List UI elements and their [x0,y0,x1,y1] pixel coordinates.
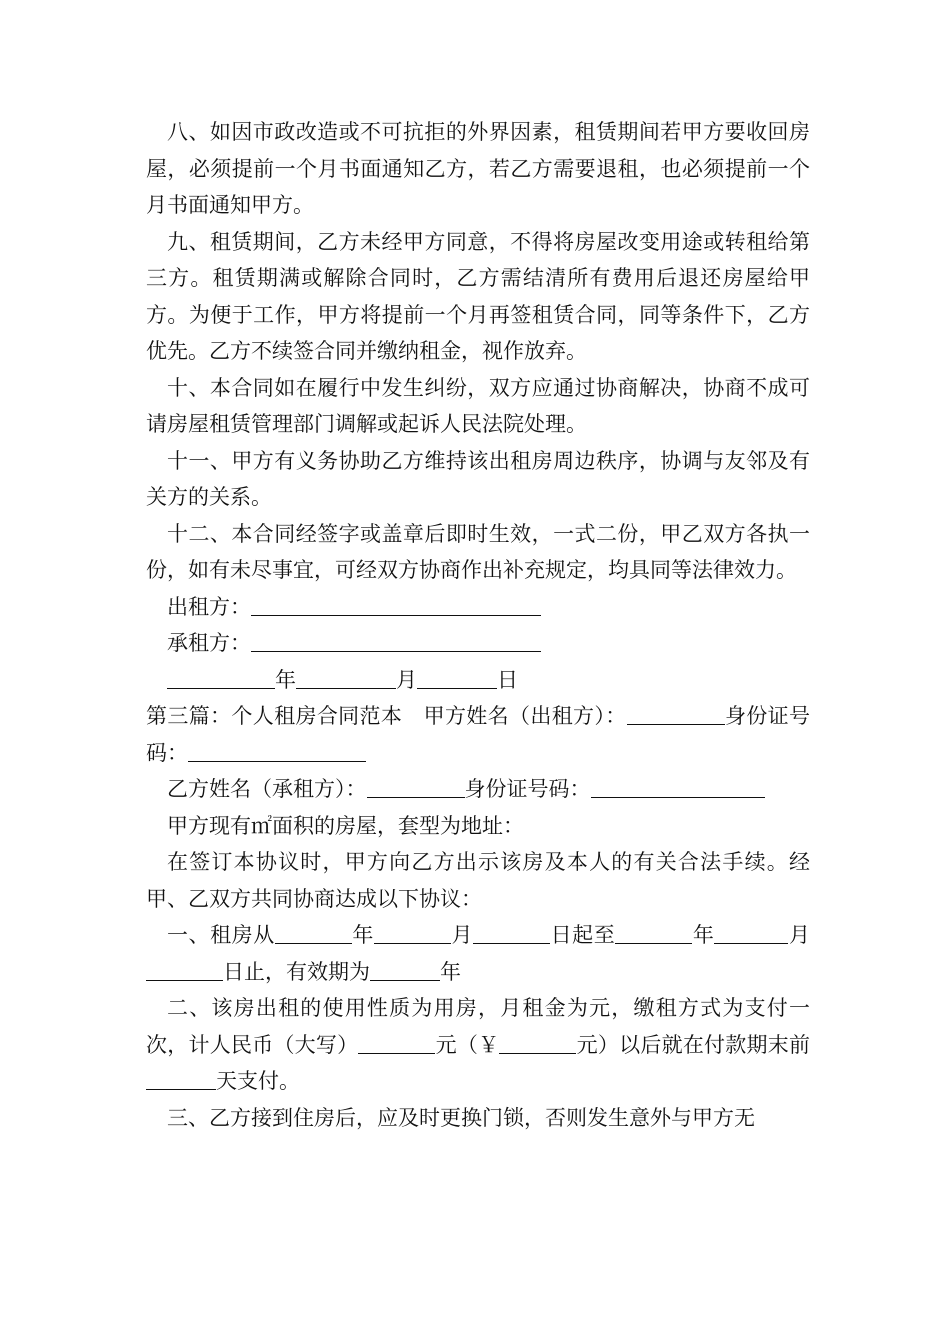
party-b-line [146,771,810,808]
rent-yuan-text: 元（￥ [435,1032,500,1057]
month-label: 月 [396,667,417,692]
from-month-blank [374,923,451,944]
day-label: 日 [497,667,518,692]
validity-years-blank [370,960,440,981]
from-year-blank [275,923,352,944]
part3-party-a-line [146,698,810,771]
clause-1-term [146,917,810,990]
lessee-label: 承租方： [167,631,251,655]
rent-start-text: 二、该房出租的使用性质为用房，月租金为元，缴租方式为支付一次，计人民币（大写） [146,996,810,1057]
party-a-id-label: 身份证号码： [146,704,811,765]
house-line: 甲方现有㎡面积的房屋，套型为地址： [167,813,524,838]
year-blank [167,668,275,689]
document-body [146,114,810,1136]
clause-2-rent [146,990,810,1100]
party-a-id-blank [188,741,366,762]
to-day-blank [146,960,223,981]
lessor-label: 出租方： [167,594,251,619]
clause-12: 十二、本合同经签字或盖章后即时生效，一式二份，甲乙双方各执一份，如有未尽事宜，可经双方协商作出补充规定，均具同等法律效力。 [146,521,810,582]
rent-end-text: 天支付。 [216,1069,300,1093]
year-label: 年 [275,667,296,692]
to-year-label: 年 [692,923,715,947]
from-month-label: 月 [450,923,474,947]
rent-mid-text: 元）以后就在付款期末前 [576,1032,811,1057]
lessor-blank [251,595,541,616]
party-b-id-label: 身份证号码： [464,777,591,801]
to-year-blank [615,923,692,944]
lessee-blank [251,631,541,652]
rent-days-blank [146,1069,216,1090]
day-blank [417,668,497,689]
party-a-label: 甲方姓名（出租方）： [423,704,627,728]
lessor-signature-line [146,589,810,626]
signing-line: 在签订本协议时，甲方向乙方出示该房及本人的有关合法手续。经甲、乙双方共同协商达成以下协议： [146,850,810,911]
part3-heading: 第三篇：个人租房合同范本 [146,704,403,728]
clause-11: 十一、甲方有义务协助乙方维持该出租房周边秩序，协调与友邻及有关方的关系。 [146,448,810,509]
clause-8: 八、如因市政改造或不可抗拒的外界因素，租赁期间若甲方要收回房屋，必须提前一个月书面通知乙方，若乙方需要退租，也必须提前一个月书面通知甲方。 [146,120,810,217]
rent-amount-number-blank [499,1033,576,1054]
party-b-label: 乙方姓名（承租方）： [167,777,367,801]
term-start-text: 一、租房从 [167,923,275,947]
signature-date-line [146,662,810,699]
validity-year-label: 年 [440,959,461,984]
party-b-id-blank [591,777,765,798]
clause-9: 九、租赁期间，乙方未经甲方同意，不得将房屋改变用途或转租给第三方。租赁期满或解除合同时，乙方需结清所有费用后退还房屋给甲方。为便于工作，甲方将提前一个月再签租赁合同，同等条件下，乙方优先。乙方不续签合同并缴纳租金，视作放弃。 [146,229,810,363]
to-month-blank [714,923,788,944]
clause-3-lock: 三、乙方接到住房后，应及时更换门锁，否则发生意外与甲方无 [167,1105,755,1130]
party-a-name-blank [627,704,725,725]
rent-amount-words-blank [358,1033,435,1054]
from-year-label: 年 [351,923,374,947]
lessee-signature-line [146,625,810,662]
from-day-blank [473,923,550,944]
to-month-label: 月 [788,923,810,947]
to-day-label: 日止，有效期为 [223,959,370,984]
month-blank [296,668,396,689]
clause-10: 十、本合同如在履行中发生纠纷，双方应通过协商解决，协商不成可请房屋租赁管理部门调解或起诉人民法院处理。 [146,375,810,436]
from-day-label: 日起至 [550,923,616,947]
party-b-name-blank [367,777,465,798]
